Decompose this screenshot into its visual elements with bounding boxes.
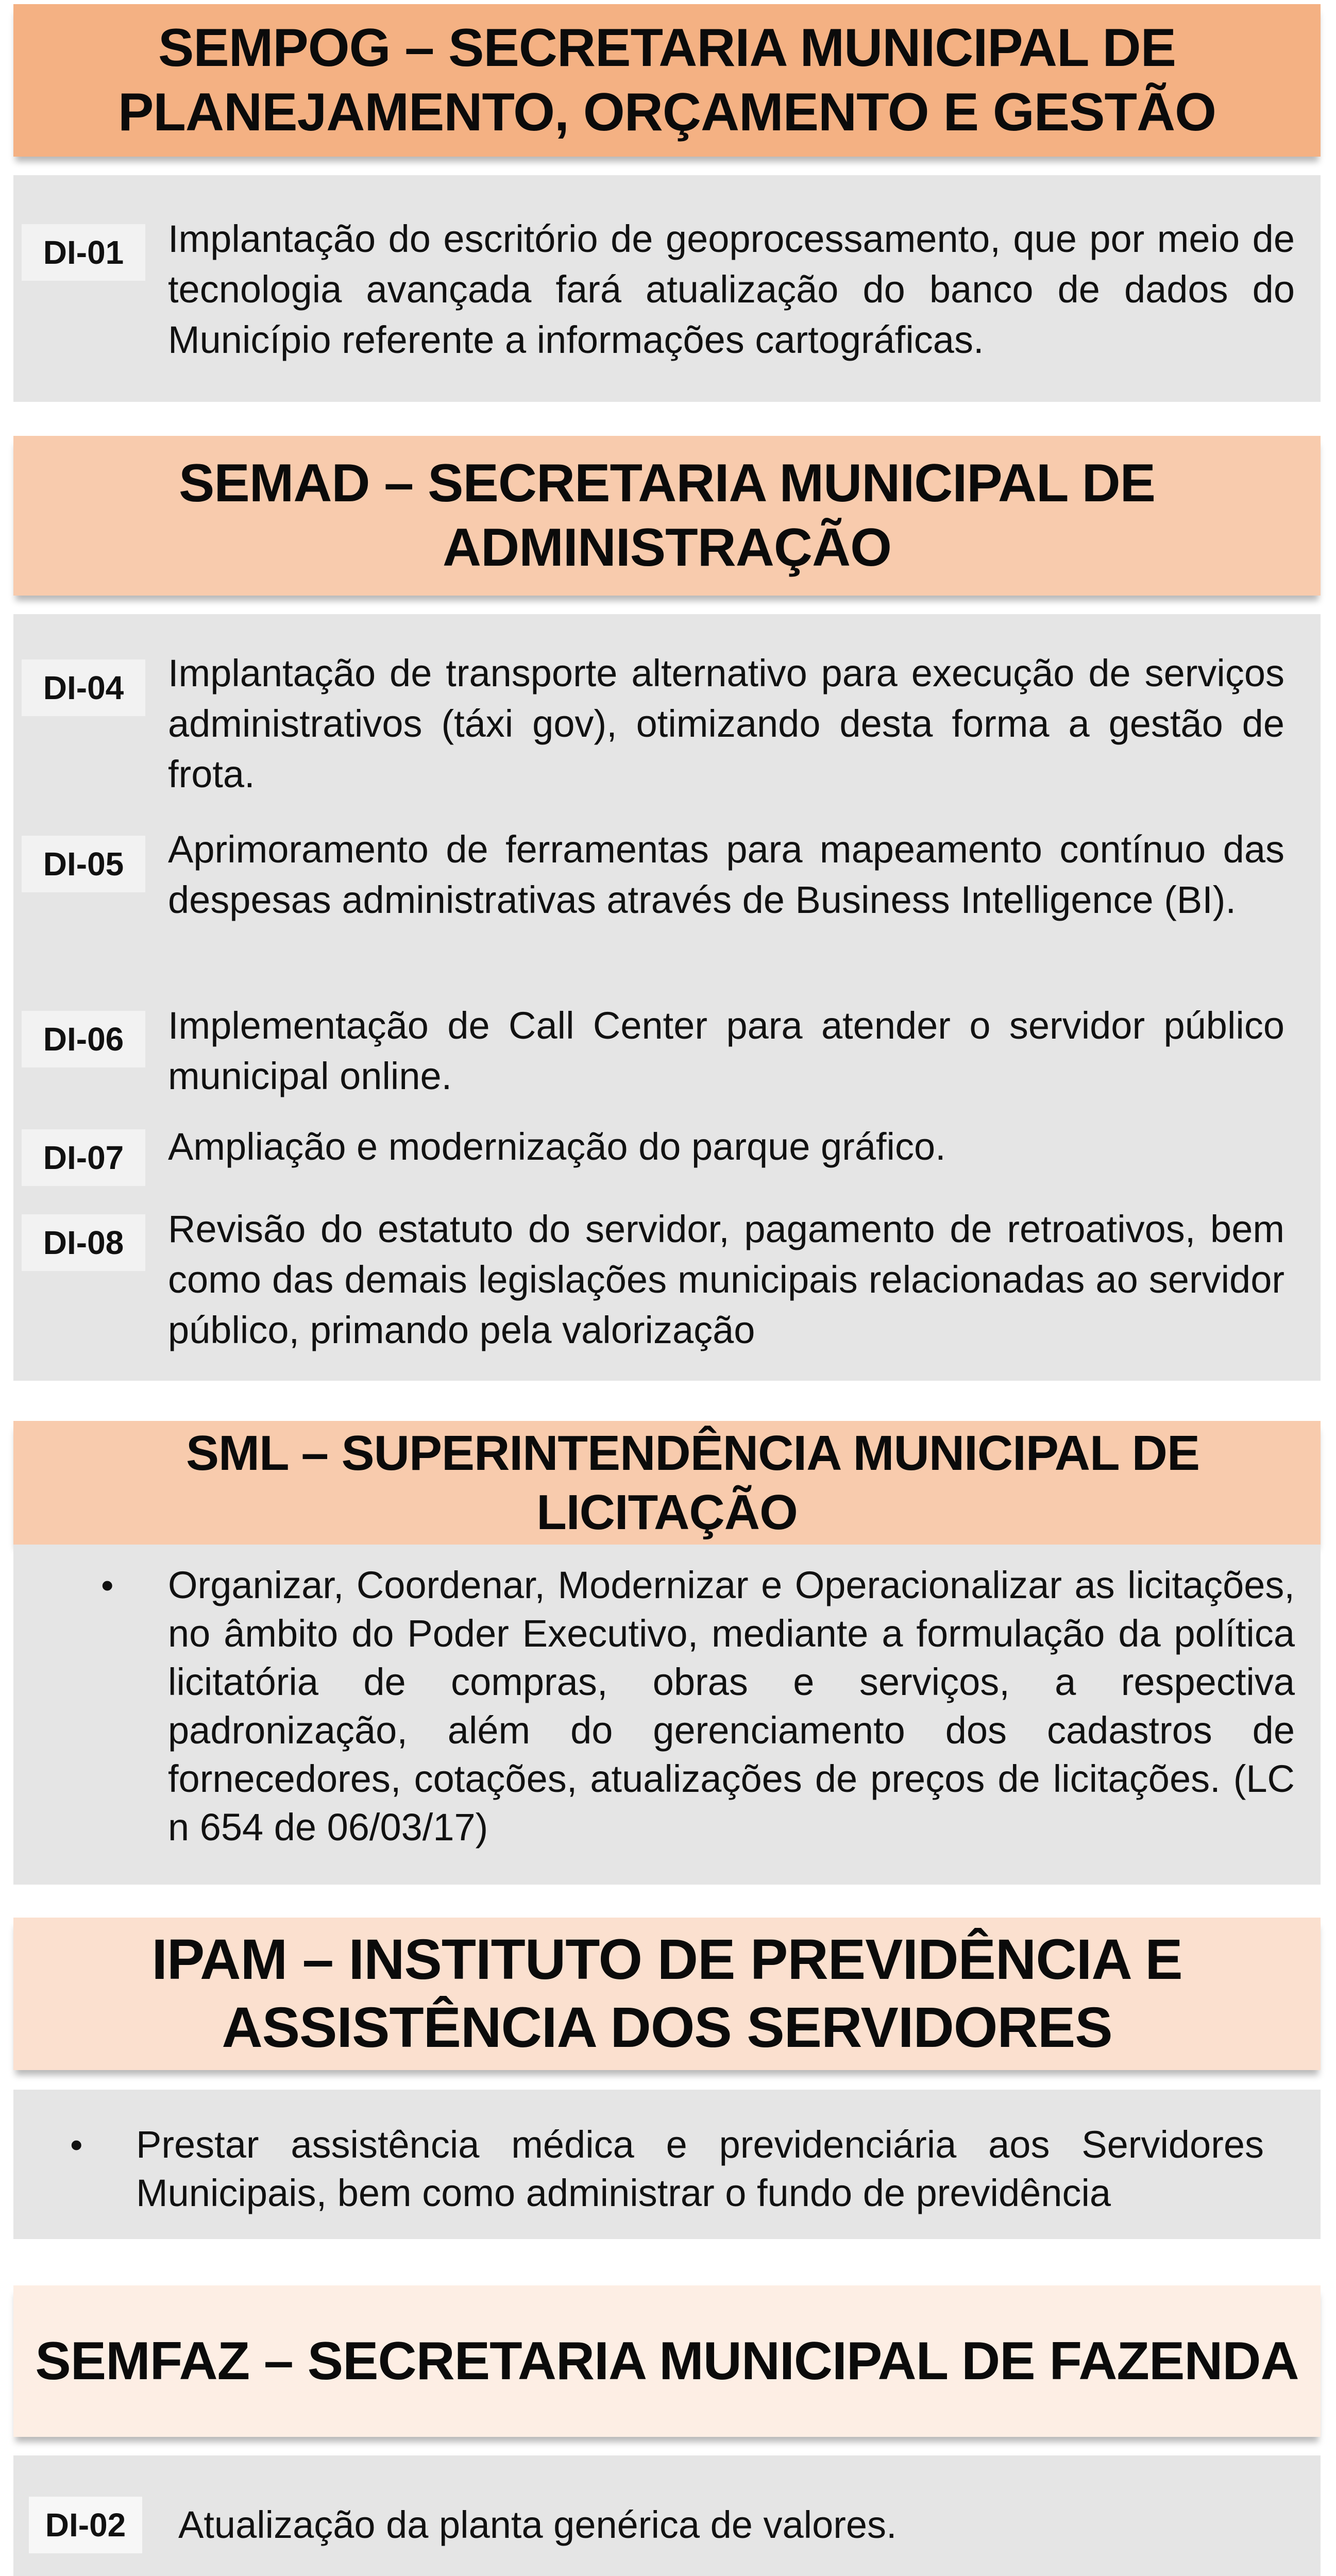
section-title-line: SEMFAZ – SECRETARIA MUNICIPAL DE FAZENDA: [35, 2331, 1299, 2391]
section-header-semfaz: [13, 2285, 1321, 2437]
item-text: Implementação de Call Center para atender o servidor público municipal online.: [168, 1004, 1284, 1097]
section-title-line: SEMAD – SECRETARIA MUNICIPAL DE: [178, 453, 1156, 514]
section-title-line: ADMINISTRAÇÃO: [443, 518, 891, 578]
item-text: Implantação do escritório de geoprocessamento, que por meio de tecnologia avançada fará atualização do banco de dados do Município referente a informações cartográficas.: [168, 217, 1295, 361]
section-title-line: IPAM – INSTITUTO DE PREVIDÊNCIA E: [151, 1928, 1182, 1991]
item-text: Revisão do estatuto do servidor, pagamento de retroativos, bem como das demais legislações municipais relacionadas ao servidor público, primando pela valorização: [168, 1208, 1284, 1351]
item-text: Implantação de transporte alternativo para execução de serviços administrativos (táxi gov), otimizando desta forma a gestão de frota.: [168, 652, 1284, 795]
section-panel-sml: [13, 1545, 1321, 1885]
section-header-sml: [13, 1421, 1321, 1545]
item-code: DI-07: [22, 1129, 145, 1186]
bullet-symbol: •: [70, 2125, 83, 2165]
section-title-line: SML – SUPERINTENDÊNCIA MUNICIPAL DE: [186, 1425, 1199, 1481]
item-text: Ampliação e modernização do parque gráfico.: [168, 1125, 946, 1168]
item-code: DI-05: [22, 836, 145, 892]
item-code: DI-02: [29, 2497, 142, 2553]
section-panel-sempog: [13, 175, 1321, 402]
item-text: Aprimoramento de ferramentas para mapeamento contínuo das despesas administrativas através de Business Intelligence (BI).: [168, 828, 1284, 921]
item-code: DI-01: [22, 224, 145, 281]
section-title-line: LICITAÇÃO: [536, 1485, 798, 1540]
section-panel-semad: [13, 614, 1321, 1381]
item-text: Atualização da planta genérica de valores.: [178, 2503, 897, 2546]
section-header-ipam: [13, 1918, 1321, 2070]
item-code: DI-06: [22, 1011, 145, 1067]
bullet-symbol: •: [101, 1565, 114, 1605]
section-title-line: SEMPOG – SECRETARIA MUNICIPAL DE: [158, 18, 1176, 78]
section-title-line: PLANEJAMENTO, ORÇAMENTO E GESTÃO: [117, 82, 1216, 142]
bullet-text: Prestar assistência médica e previdenciária aos Servidores Municipais, bem como administrar o fundo de previdência: [136, 2123, 1264, 2214]
section-header-semad: [13, 436, 1321, 596]
item-code: DI-04: [22, 659, 145, 716]
section-panel-ipam: [13, 2090, 1321, 2239]
section-header-sempog: [13, 4, 1321, 157]
item-code: DI-08: [22, 1214, 145, 1271]
bullet-text: Organizar, Coordenar, Modernizar e Operacionalizar as licitações, no âmbito do Poder Executivo, mediante a formulação da política licitatória de compras, obras e serviços, a respectiva padronização, além do gerenciamento dos cadastros de fornecedores, cotações, atualizações de preços de licitações. (LC n 654 de 06/03/17): [168, 1564, 1295, 1849]
section-title-line: ASSISTÊNCIA DOS SERVIDORES: [222, 1996, 1112, 2059]
section-panel-semfaz: [13, 2455, 1321, 2576]
